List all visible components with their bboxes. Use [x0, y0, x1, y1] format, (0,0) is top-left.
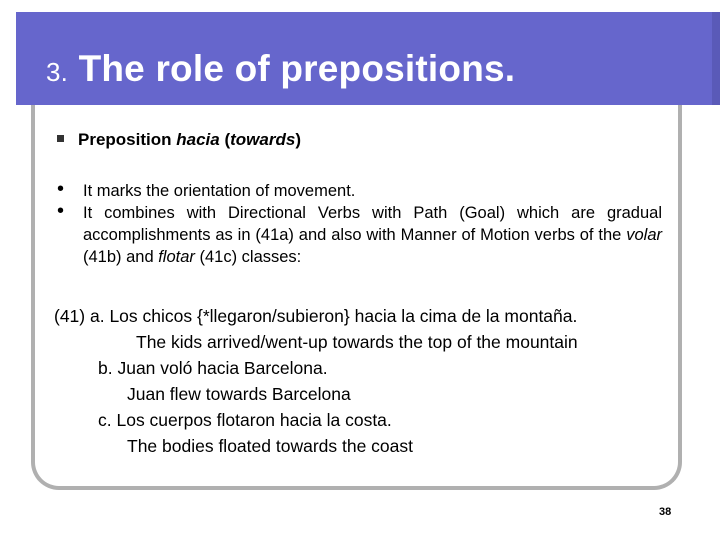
- flotar-word: flotar: [158, 248, 195, 266]
- volar-word: volar: [626, 226, 662, 244]
- subheading-prefix: Preposition: [78, 130, 172, 149]
- example-line: b. Juan voló hacia Barcelona.: [98, 358, 328, 378]
- slide-title: [46, 48, 515, 90]
- example-block: [54, 303, 577, 459]
- title-text: The role of prepositions.: [78, 48, 516, 89]
- subheading-word: hacia: [176, 130, 220, 149]
- square-bullet-icon: [57, 135, 64, 142]
- example-translation: The bodies floated towards the coast: [127, 436, 414, 456]
- bullet-item: [57, 202, 662, 268]
- bullet-list: [57, 180, 662, 268]
- subheading-gloss: towards: [230, 130, 296, 149]
- page-number: 38: [659, 506, 672, 518]
- example-line: (41) a. Los chicos {*llegaron/subieron} hacia la cima de la montaña.: [54, 306, 578, 326]
- bullet-text-part: (41c) classes:: [194, 248, 302, 266]
- title-bar: [16, 12, 720, 105]
- subheading-close: ): [295, 130, 301, 149]
- subheading: [57, 130, 301, 150]
- example-translation: Juan flew towards Barcelona: [127, 384, 351, 404]
- bullet-item: [57, 180, 662, 202]
- subheading-open: (: [224, 130, 231, 149]
- title-number: 3.: [46, 57, 69, 87]
- example-translation: The kids arrived/went-up towards the top of the mountain: [136, 332, 578, 352]
- bullet-dot-icon: •: [57, 200, 65, 222]
- bullet-dot-icon: •: [57, 178, 65, 200]
- title-bar-shadow: [712, 12, 720, 105]
- bullet-text: It marks the orientation of movement.: [83, 182, 356, 200]
- bullet-text-part: It combines with Directional Verbs with Path (Goal) which are gradual accomplishments as in (41a) and also with Manner of Motion verbs of the: [83, 204, 662, 244]
- bullet-text-part: (41b) and: [83, 248, 159, 266]
- example-line: c. Los cuerpos flotaron hacia la costa.: [98, 410, 392, 430]
